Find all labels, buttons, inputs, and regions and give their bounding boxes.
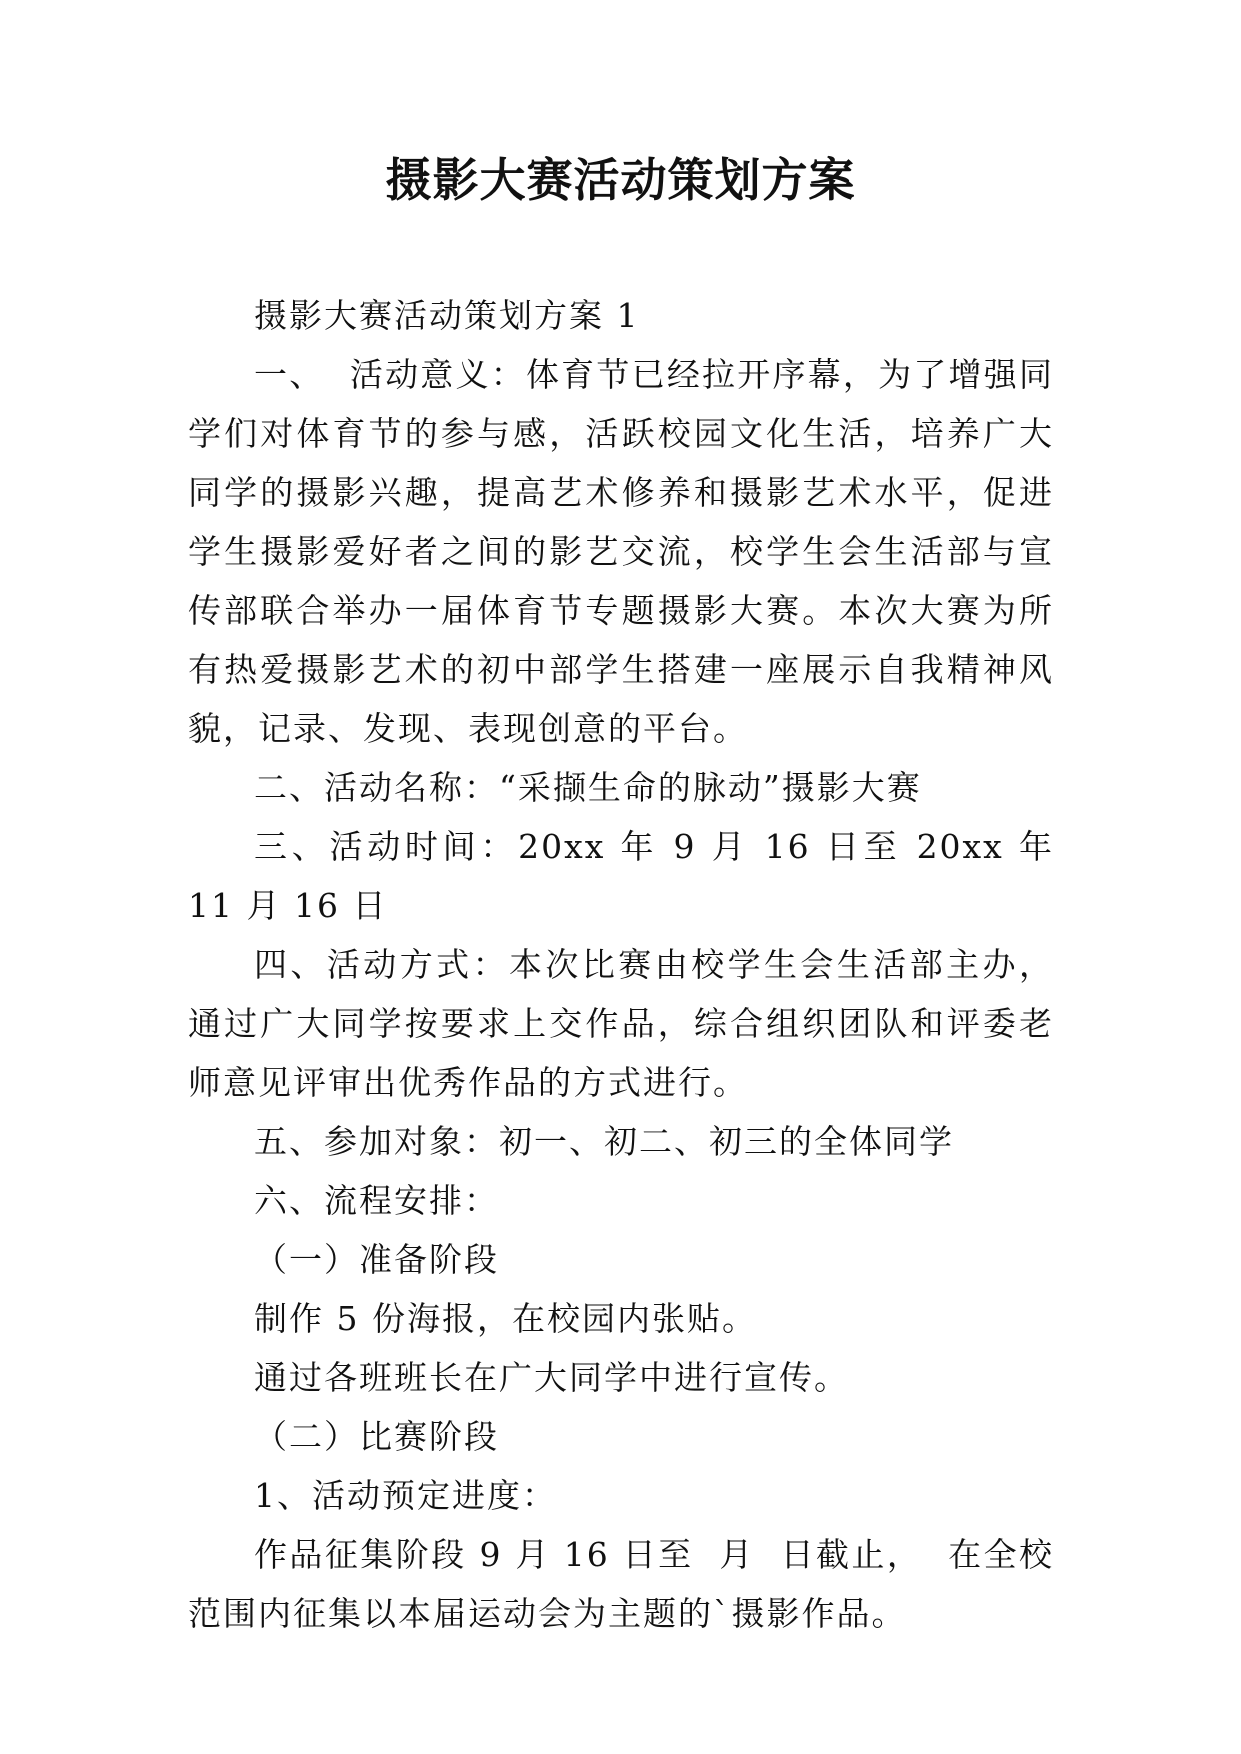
paragraph-posters: 制作 5 份海报，在校园内张贴。	[254, 1299, 757, 1338]
paragraph-schedule-heading: 1、活动预定进度：	[254, 1476, 557, 1515]
paragraph-publicity: 通过各班班长在广大同学中进行宣传。	[254, 1358, 849, 1397]
paragraph-participants: 五、参加对象：初一、初二、初三的全体同学	[254, 1122, 954, 1161]
paragraph-activity-name: 二、活动名称：“采撷生命的脉动”摄影大赛	[254, 768, 922, 807]
document-title: 摄影大赛活动策划方案	[385, 153, 856, 207]
paragraph-activity-time: 三、活动时间：20xx 年 9 月 16 日至 20xx 年 11 月 16 日	[188, 827, 1067, 925]
paragraph-competition-stage: （二）比赛阶段	[254, 1417, 499, 1456]
paragraph-activity-significance: 一、 活动意义：体育节已经拉开序幕，为了增强同学们对体育节的参与感，活跃校园文化生活，培养广大同学的摄影兴趣，提高艺术修养和摄影艺术水平，促进学生摄影爱好者之间的影艺交流，校学生会生活部与宣传部联合举办一届体育节专题摄影大赛。本次大赛为所有热爱摄影艺术的初中部学生搭建一座展示自我精神风貌，记录、发现、表现创意的平台。	[188, 355, 1054, 748]
paragraph-section-heading: 摄影大赛活动策划方案 1	[254, 296, 640, 335]
paragraph-preparation-stage: （一）准备阶段	[254, 1240, 499, 1279]
paragraph-process-heading: 六、流程安排：	[254, 1181, 499, 1220]
document-body	[188, 286, 1067, 1643]
paragraph-collection-stage: 作品征集阶段 9 月 16 日至 月 日截止， 在全校范围内征集以本届运动会为主题的`摄影作品。	[188, 1535, 1054, 1633]
paragraph-activity-method: 四、活动方式：本次比赛由校学生会生活部主办，通过广大同学按要求上交作品，综合组织团队和评委老师意见评审出优秀作品的方式进行。	[188, 945, 1054, 1102]
